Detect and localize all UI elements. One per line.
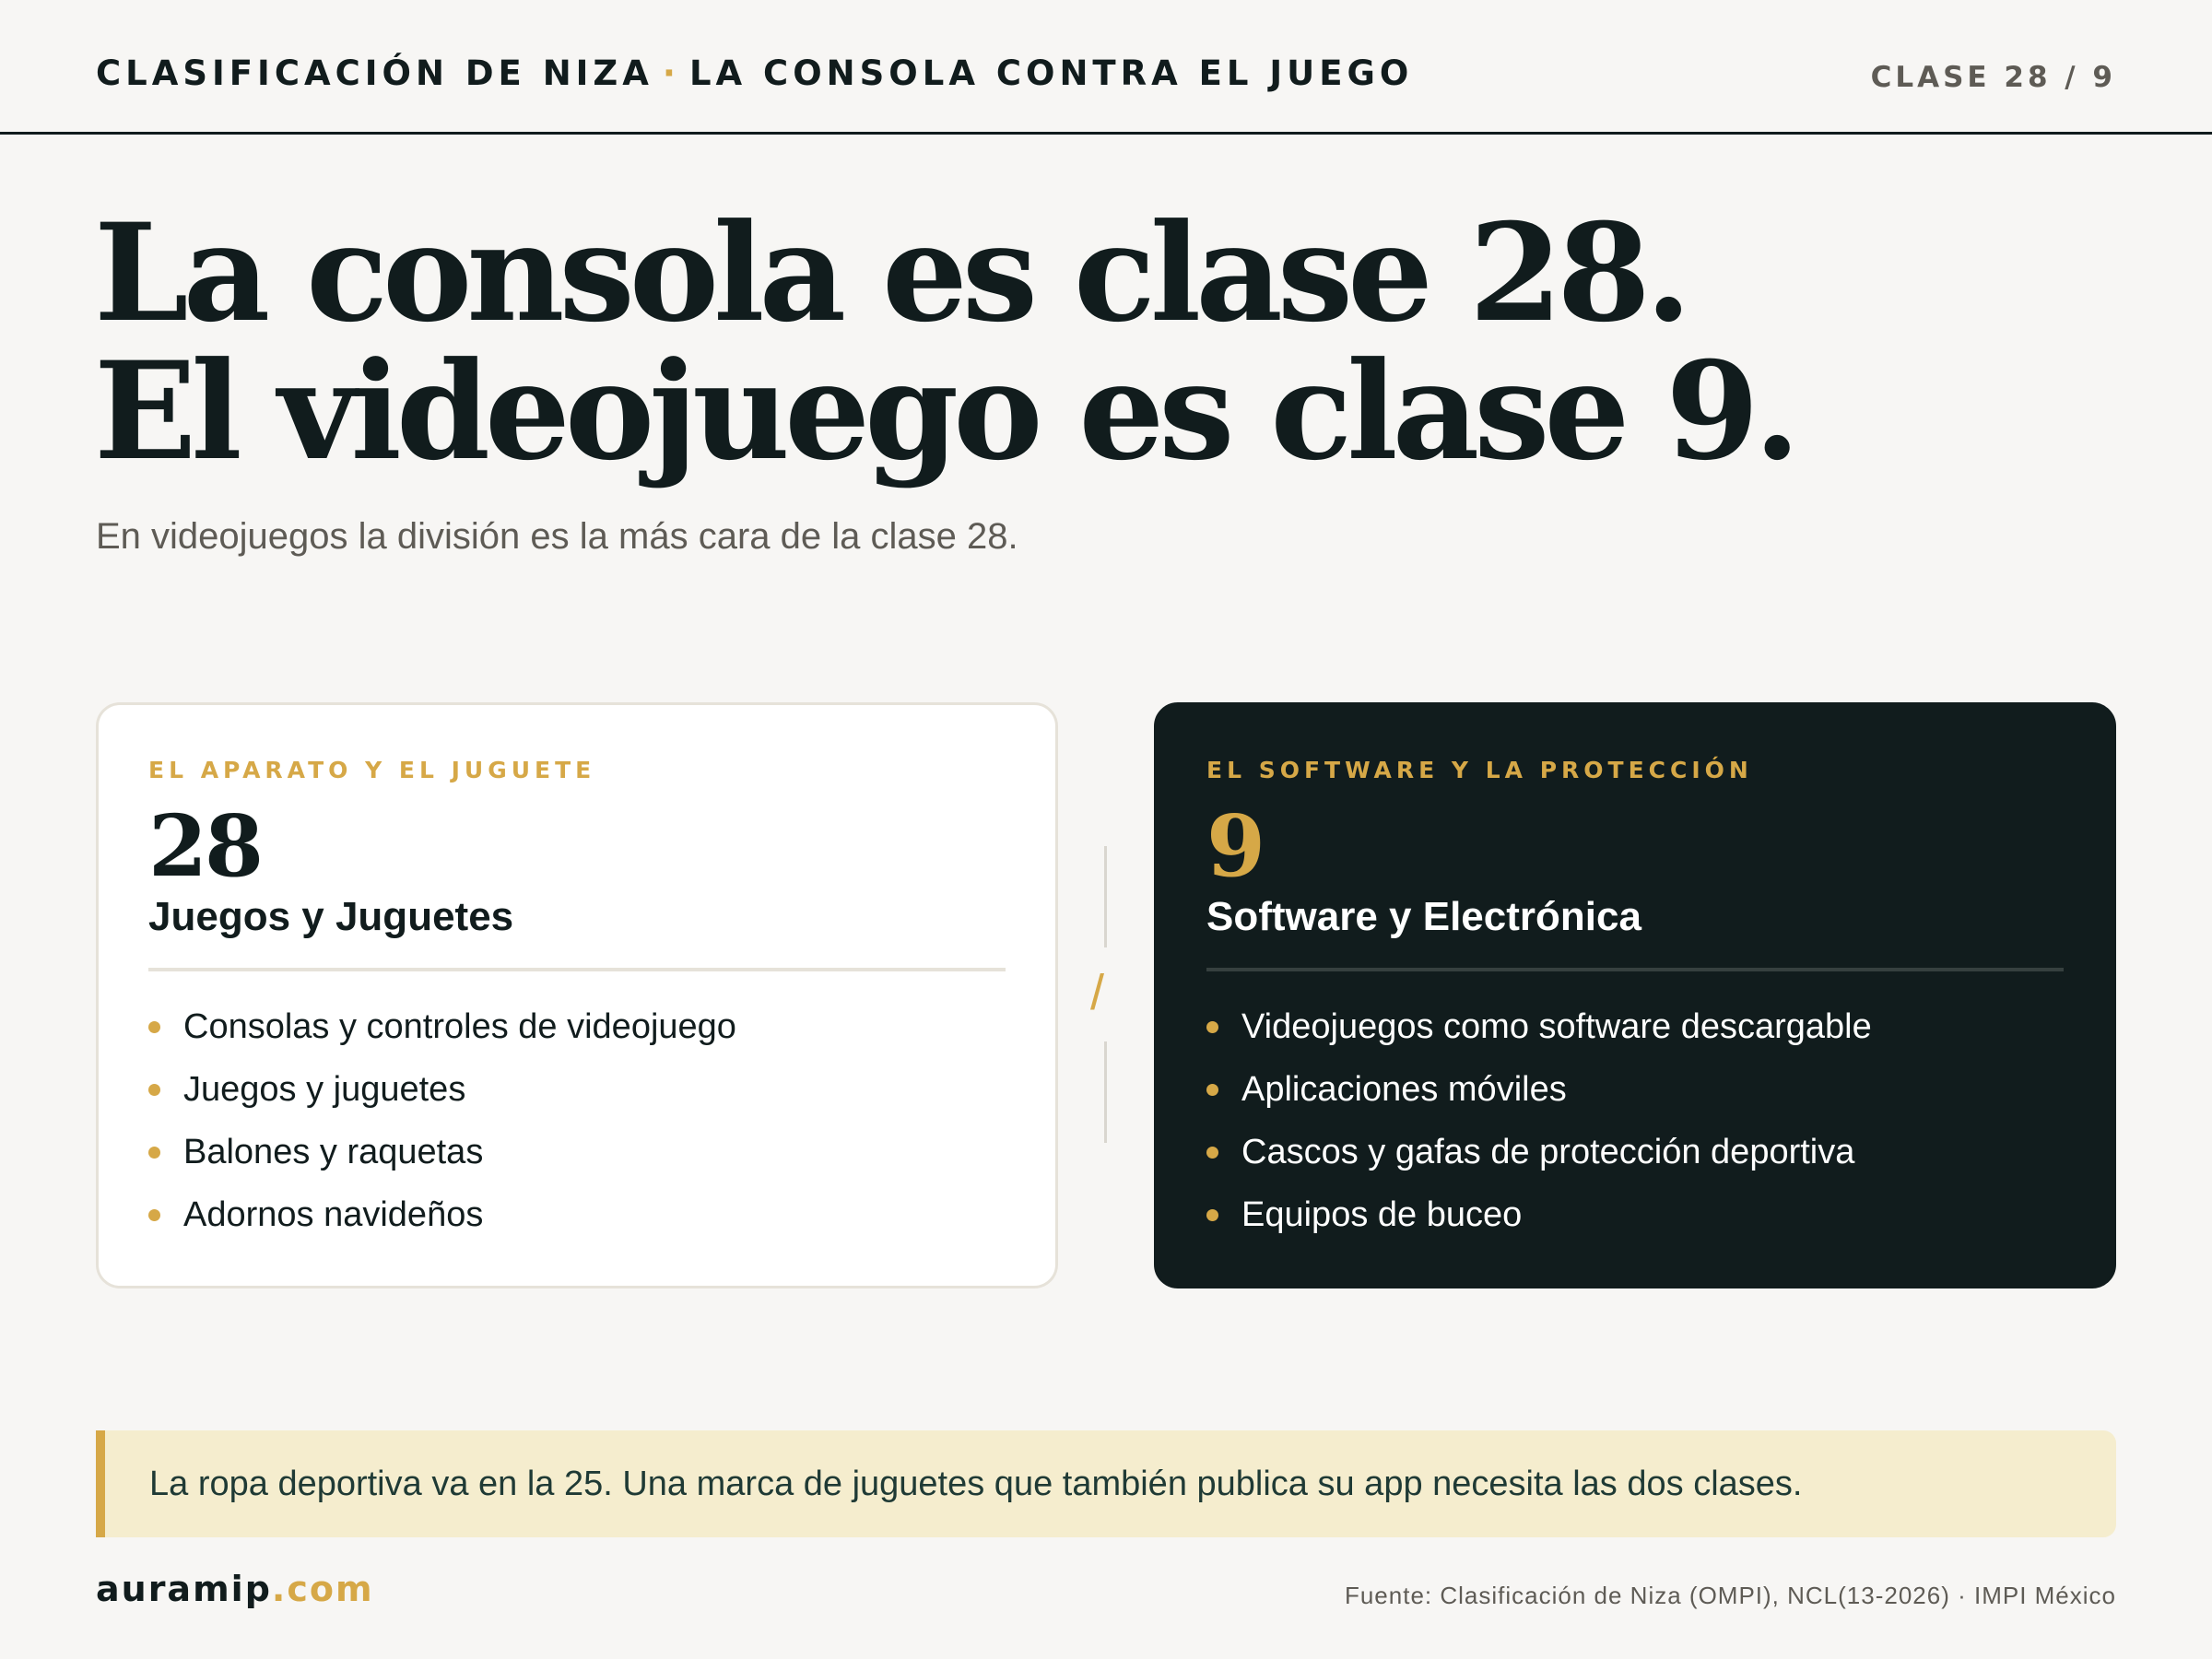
list-item-text: Adornos navideños — [183, 1195, 484, 1234]
page-header — [0, 0, 2212, 135]
list-item-text: Consolas y controles de videojuego — [183, 1007, 736, 1046]
card-item-list — [148, 995, 1006, 1246]
list-item — [148, 1183, 1006, 1246]
class-label: CLASE 28 / 9 — [1870, 61, 2116, 94]
bullet-dot-icon — [1206, 1209, 1218, 1221]
bullet-dot-icon — [148, 1209, 160, 1221]
page-subtitle: En videojuegos la división es la más cara de la clase 28. — [96, 516, 1018, 557]
list-item — [1206, 995, 2064, 1058]
divider-line-top — [1104, 846, 1107, 947]
list-item-text: Aplicaciones móviles — [1241, 1070, 1567, 1109]
page-headline — [94, 194, 1795, 490]
bullet-dot-icon — [1206, 1147, 1218, 1159]
divider-line-bottom — [1104, 1041, 1107, 1143]
card-title: Software y Electrónica — [1206, 894, 1641, 939]
headline-line-2: El videojuego es clase 9. — [94, 333, 1795, 490]
header-separator: · — [662, 53, 680, 93]
list-item — [1206, 1058, 2064, 1121]
bullet-dot-icon — [148, 1021, 160, 1033]
list-item — [1206, 1183, 2064, 1246]
list-item — [1206, 1121, 2064, 1183]
brand-logo — [96, 1569, 374, 1609]
card-item-list — [1206, 995, 2064, 1246]
card-divider — [1206, 968, 2064, 971]
list-item-text: Juegos y juguetes — [183, 1070, 466, 1109]
bullet-dot-icon — [148, 1084, 160, 1096]
class-number: 9 — [1206, 796, 1264, 896]
brand-name: auramip — [96, 1569, 272, 1609]
card-divider — [148, 968, 1006, 971]
class-28-card — [96, 702, 1058, 1288]
class-number: 28 — [148, 796, 262, 896]
card-kicker: EL APARATO Y EL JUGUETE — [148, 757, 596, 783]
list-item-text: Videojuegos como software descargable — [1241, 1007, 1872, 1046]
headline-line-1: La consola es clase 28. — [94, 194, 1687, 352]
bullet-dot-icon — [1206, 1021, 1218, 1033]
bullet-dot-icon — [1206, 1084, 1218, 1096]
divider-slash: / — [1090, 965, 1105, 1020]
header-title-part1: CLASIFICACIÓN DE NIZA — [96, 53, 653, 93]
list-item — [148, 995, 1006, 1058]
list-item-text: Equipos de buceo — [1241, 1195, 1523, 1234]
header-title — [96, 53, 1413, 93]
card-kicker: EL SOFTWARE Y LA PROTECCIÓN — [1206, 757, 1753, 783]
brand-tld: .com — [271, 1569, 374, 1609]
bullet-dot-icon — [148, 1147, 160, 1159]
list-item-text: Balones y raquetas — [183, 1133, 484, 1171]
callout-note: La ropa deportiva va en la 25. Una marca de juguetes que también publica su app necesita las dos clases. — [96, 1430, 2116, 1537]
list-item-text: Cascos y gafas de protección deportiva — [1241, 1133, 1855, 1171]
header-title-part2: LA CONSOLA CONTRA EL JUEGO — [688, 53, 1414, 93]
card-title: Juegos y Juguetes — [148, 894, 514, 939]
list-item — [148, 1058, 1006, 1121]
source-citation: Fuente: Clasificación de Niza (OMPI), NCL(13-2026) · IMPI México — [1344, 1582, 2116, 1609]
class-9-card — [1154, 702, 2116, 1288]
list-item — [148, 1121, 1006, 1183]
